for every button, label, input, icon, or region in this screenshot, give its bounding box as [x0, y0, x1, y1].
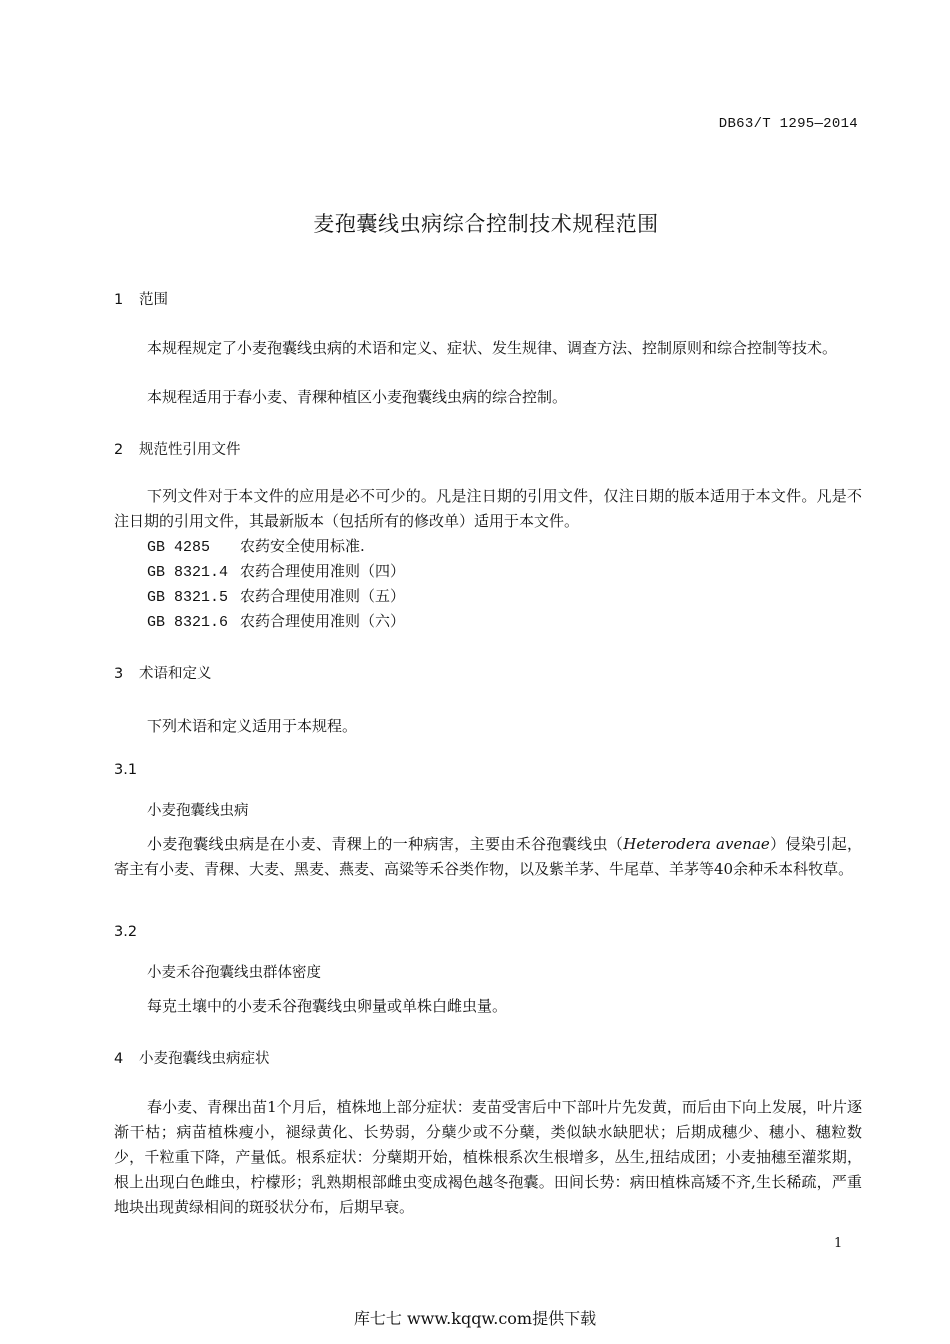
- section-number: 3: [114, 666, 124, 682]
- section-title: 术语和定义: [139, 666, 212, 682]
- latin-name: Heterodera avenae: [623, 835, 770, 853]
- term-3-1-name: 小麦孢囊线虫病: [147, 803, 249, 819]
- reference-item: [147, 559, 405, 585]
- download-footer: 库七七 www.kqqw.com提供下载: [353, 1309, 597, 1328]
- reference-code: GB 8321.6: [147, 614, 229, 631]
- section-2-paragraph-1: 下列文件对于本文件的应用是必不可少的。凡是注日期的引用文件，仅注日期的版本适用于本文件。凡是不注日期的引用文件，其最新版本（包括所有的修改单）适用于本文件。: [114, 487, 862, 530]
- term-3-2-name: 小麦禾谷孢囊线虫群体密度: [147, 965, 321, 981]
- section-title: 小麦孢囊线虫病症状: [139, 1051, 270, 1067]
- reference-item: [147, 534, 365, 560]
- section-number: 1: [114, 292, 124, 308]
- term-3-2-number: 3.2: [114, 924, 138, 940]
- section-number: 2: [114, 442, 124, 458]
- reference-item: [147, 609, 405, 635]
- section-number: 4: [114, 1051, 124, 1067]
- term-3-1-definition: [114, 832, 862, 882]
- reference-title: 农药合理使用准则（四）: [240, 562, 406, 580]
- section-title: 范围: [139, 292, 168, 308]
- section-1-paragraph-1: 本规程规定了小麦孢囊线虫病的术语和定义、症状、发生规律、调查方法、控制原则和综合控制等技术。: [147, 339, 838, 357]
- definition-text-b: ）侵染引起，寄主有小麦、青稞、大麦、黑麦、燕麦、高粱等禾谷类作物，以及紫羊茅、牛尾草、羊茅等40余种禾本科牧草。: [114, 835, 862, 878]
- section-3-paragraph-1: 下列术语和定义适用于本规程。: [147, 717, 358, 735]
- reference-title: 农药合理使用准则（六）: [240, 612, 406, 630]
- section-2-heading: [114, 438, 241, 459]
- section-1-heading: [114, 288, 168, 309]
- reference-code: GB 8321.4: [147, 564, 229, 581]
- term-3-2-definition: 每克土壤中的小麦禾谷孢囊线虫卵量或单株白雌虫量。: [147, 997, 508, 1015]
- page-number: 1: [834, 1236, 843, 1251]
- reference-item: [147, 584, 405, 610]
- section-3-heading: [114, 662, 212, 683]
- definition-text-a: 小麦孢囊线虫病是在小麦、青稞上的一种病害，主要由禾谷孢囊线虫（: [147, 835, 624, 853]
- section-4-paragraph-1: 春小麦、青稞出苗1个月后，植株地上部分症状：麦苗受害后中下部叶片先发黄，而后由下向上发展，叶片逐渐干枯；病苗植株瘦小，褪绿黄化、长势弱，分蘖少或不分蘖，类似缺水缺肥状；后期成穗少、穗小、穗粒数少，千粒重下降，产量低。根系症状：分蘖期开始，植株根系次生根增多，丛生,扭结成团；小麦抽穗至灌浆期，根上出现白色雌虫，柠檬形；乳熟期根部雌虫变成褐色越冬孢囊。田间长势：病田植株高矮不齐,生长稀疏，严重地块出现黄绿相间的斑驳状分布，后期早衰。: [114, 1098, 862, 1216]
- reference-title: 农药合理使用准则（五）: [240, 587, 406, 605]
- standard-number: DB63/T 1295—2014: [718, 116, 858, 132]
- reference-code: GB 4285: [147, 539, 211, 556]
- section-1-paragraph-2: 本规程适用于春小麦、青稞种植区小麦孢囊线虫病的综合控制。: [147, 388, 568, 406]
- reference-title: 农药安全使用标准.: [240, 537, 365, 555]
- section-title: 规范性引用文件: [139, 442, 241, 458]
- document-title: 麦孢囊线虫病综合控制技术规程范围: [313, 212, 659, 236]
- section-4-heading: [114, 1047, 270, 1068]
- reference-code: GB 8321.5: [147, 589, 229, 606]
- term-3-1-number: 3.1: [114, 762, 138, 778]
